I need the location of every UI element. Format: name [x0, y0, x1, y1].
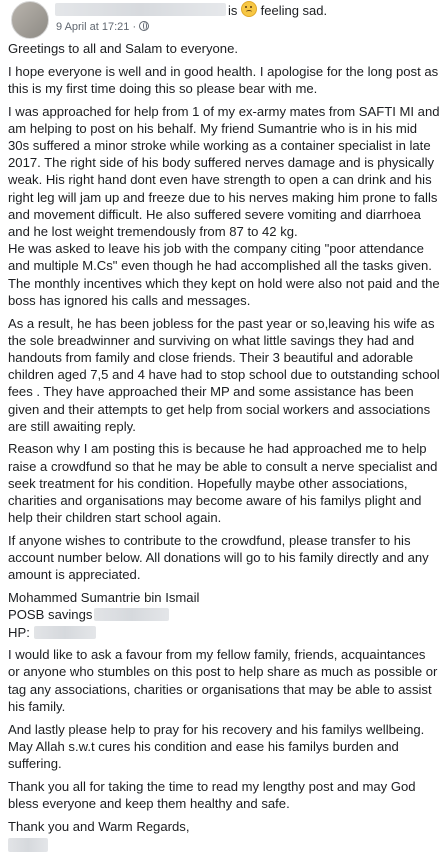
paragraph: Reason why I am posting this is because he had approached me to help raise a crowdfund so that he may be able to consult a nerve specialist and seek treatment for his condition. Hopefully maybe other associations, charities and organisations may become aware of his familys plight and help their children start school again. — [8, 441, 438, 526]
feeling-text[interactable]: feeling sad. — [260, 3, 328, 18]
paragraph: I hope everyone is well and in good health. I apologise for the long post as this is my first time doing this so please bear with me. — [8, 63, 439, 96]
signature-name-redacted — [8, 838, 48, 852]
bank-label: POSB savings — [8, 607, 93, 623]
paragraph: Thank you all for taking the time to read my lengthy post and may God bless everyone and keep them healthy and safe. — [8, 778, 416, 811]
post-header — [8, 0, 440, 40]
account-details — [8, 589, 440, 641]
paragraph: And lastly please help to pray for his recovery and his familys wellbeing. May Allah s.w.t cures his condition and ease his familys burden and suffering. — [8, 721, 425, 771]
author-name-redacted[interactable] — [55, 3, 226, 16]
closing: Thank you and Warm Regards, — [8, 818, 190, 834]
paragraph: I would like to ask a favour from my fellow family, friends, acquaintances or anyone who stumbles on this post to help share as much as possible or tag any associations, charities or organisations that may be able to assist his family. — [8, 647, 438, 714]
paragraph: If anyone wishes to contribute to the crowdfund, please transfer to his account number below. All donations will go to his family directly and any amount is appreciated. — [8, 532, 429, 583]
phone-label: HP: — [8, 624, 30, 640]
feeling-status — [228, 1, 327, 18]
paragraph: I was approached for help from 1 of my ex-army mates from SAFTI MI and am helping to post on his behalf. My friend Sumantrie who is in his mid 30s suffered a minor stroke while working as a container specialist in late 2017. The right side of his body suffered nerves damage and is physically weak. His right hand dont even have strength to open a can drink and his right leg will jam up and freeze due to his nerves making him prone to falls and movement difficult. He also suffered severe vomiting and diarrhoea and he lost weight tremendously from 87 to 42 kg. — [8, 103, 440, 240]
phone-number-redacted — [34, 626, 96, 639]
globe-icon[interactable] — [139, 21, 149, 31]
post-timestamp[interactable]: 9 April at 17:21 · — [56, 21, 137, 33]
sad-face-emoji-icon — [241, 1, 257, 17]
post-meta — [56, 21, 149, 33]
status-connector: is — [228, 3, 241, 18]
avatar[interactable] — [11, 1, 49, 39]
paragraph: As a result, he has been jobless for the past year or so,leaving his wife as the sole breadwinner and surviving on what little savings they had and handouts from family and close friends. Their 3 beautiful and adorable children aged 7,5 and 4 have had to stop school due to outstanding school fees . They have approached their MP and some assistance has been given and their attempts to get help from social workers and associations are still awaiting reply. — [8, 315, 440, 434]
paragraph: He was asked to leave his job with the company citing "poor attendance and multiple M.Cs" even though he had accomplished all the tasks given. The monthly incentives which they kept on hold were also not paid and the boss has ignored his calls and messages. — [8, 241, 440, 308]
account-number-redacted — [94, 608, 169, 621]
account-holder-name: Mohammed Sumantrie bin Ismail — [8, 590, 200, 606]
post-body — [8, 40, 440, 852]
paragraph: Greetings to all and Salam to everyone. — [8, 41, 238, 56]
